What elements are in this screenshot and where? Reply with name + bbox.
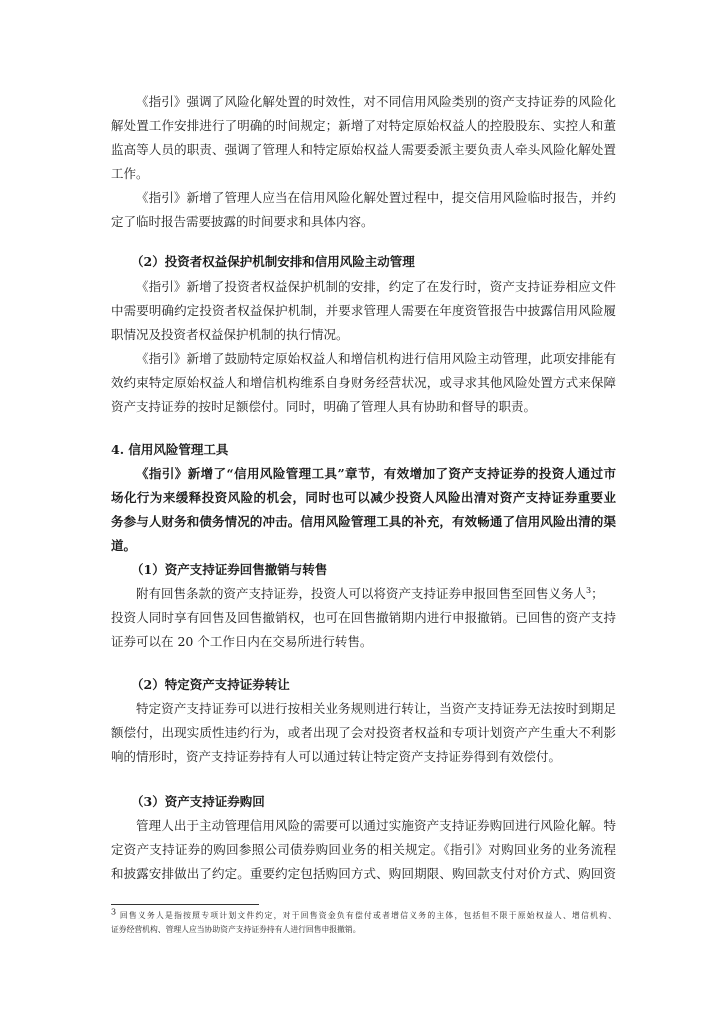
footnote-line-1: [111, 907, 616, 922]
sub2-line-3: 响的情形时，资产支持证券持有人可以通过转让特定资产支持证券得到有效偿付。: [111, 749, 562, 764]
sub2-line-1: 特定资产支持证券可以进行按相关业务规则进行转让，当资产支持证券无法按时到期足: [136, 701, 616, 716]
subheading-transfer: （2）特定资产支持证券转让: [131, 677, 290, 692]
section2-para2-line-3: 资产支持证券的按时足额偿付。同时，明确了管理人具有协助和督导的职责。: [111, 399, 537, 414]
footnote-line-2: 证券经营机构、管理人应当协助资产支持证券持有人进行回售申报撤销。: [111, 925, 361, 934]
para1-line-4: 工作。: [111, 166, 149, 181]
section4-bold-line-4: 道。: [111, 538, 137, 553]
section2-para1-line-3: 职情况及投资者权益保护机制的执行情况。: [111, 327, 349, 342]
section2-para1-line-1: 《指引》新增了投资者权益保护机制的安排，约定了在发行时，资产支持证券相应文件: [136, 279, 616, 294]
footnote-ref-3[interactable]: 3: [586, 585, 592, 595]
subheading-put-back: （1）资产支持证券回售撤销与转售: [131, 562, 328, 577]
sub3-line-2: 定资产支持证券的购回参照公司债券购回业务的相关规定。《指引》对购回业务的业务流程: [111, 842, 616, 857]
section-heading-investor-protection: （2）投资者权益保护机制安排和信用风险主动管理: [131, 254, 415, 269]
section2-para2-line-2: 效约束特定原始权益人和增信机构维系自身财务经营状况，或寻求其他风险处置方式来保障: [111, 375, 616, 390]
para1-line-2: 解处置工作安排进行了明确的时间规定；新增了对特定原始权益人的控股股东、实控人和董: [111, 118, 616, 133]
sub1-line-1: [136, 586, 616, 602]
para1-line-1: 《指引》强调了风险化解处置的时效性，对不同信用风险类别的资产支持证券的风险化: [136, 94, 616, 109]
section4-bold-line-2: 场化行为来缓释投资风险的机会，同时也可以减少投资人风险出清对资产支持证券重要业: [111, 490, 616, 505]
sub1-line-2: 投资人同时享有回售及回售撤销权，也可在回售撤销期内进行申报撤销。已回售的资产支持: [111, 610, 616, 625]
section-heading-credit-risk-tools: 4. 信用风险管理工具: [111, 442, 229, 457]
sub3-line-3: 和披露安排做出了约定。重要约定包括购回方式、购回期限、购回款支付对价方式、购回资: [111, 866, 616, 881]
sub1-line-3: 证券可以在 20 个工作日内在交易所进行转售。: [111, 634, 373, 649]
footnote-line-1-text: 回售义务人是指按照专项计划文件约定，对于回售资金负有偿付或者增信义务的主体，包括但不限于原始权益人、增信机构、: [119, 911, 616, 920]
sub1-line-1-tail: ；: [591, 586, 604, 601]
para2-line-2: 定了临时报告需要披露的时间要求和具体内容。: [111, 214, 374, 229]
section4-bold-line-1: 《指引》新增了“信用风险管理工具”章节，有效增加了资产支持证券的投资人通过市: [136, 466, 616, 481]
subheading-buyback: （3）资产支持证券购回: [131, 794, 265, 809]
sub2-line-2: 额偿付，出现实质性违约行为，或者出现了会对投资者权益和专项计划资产产生重大不利影: [111, 725, 616, 740]
section2-para1-line-2: 中需要明确约定投资者权益保护机制，并要求管理人需要在年度资管报告中披露信用风险履: [111, 303, 616, 318]
footnote-marker: 3: [111, 907, 117, 917]
section2-para2-line-1: 《指引》新增了鼓励特定原始权益人和增信机构进行信用风险主动管理，此项安排能有: [136, 351, 616, 366]
footnote-separator: [111, 904, 259, 905]
sub1-line-1-text: 附有回售条款的资产支持证券，投资人可以将资产支持证券申报回售至回售义务人: [136, 586, 587, 601]
section4-bold-line-3: 务参与人财务和债务情况的冲击。信用风险管理工具的补充，有效畅通了信用风险出清的渠: [111, 514, 616, 529]
para1-line-3: 监高等人员的职责、强调了管理人和特定原始权益人需要委派主要负责人牵头风险化解处置: [111, 142, 616, 157]
para2-line-1: 《指引》新增了管理人应当在信用风险化解处置过程中，提交信用风险临时报告，并约: [136, 190, 616, 205]
sub3-line-1: 管理人出于主动管理信用风险的需要可以通过实施资产支持证券购回进行风险化解。特: [136, 818, 616, 833]
